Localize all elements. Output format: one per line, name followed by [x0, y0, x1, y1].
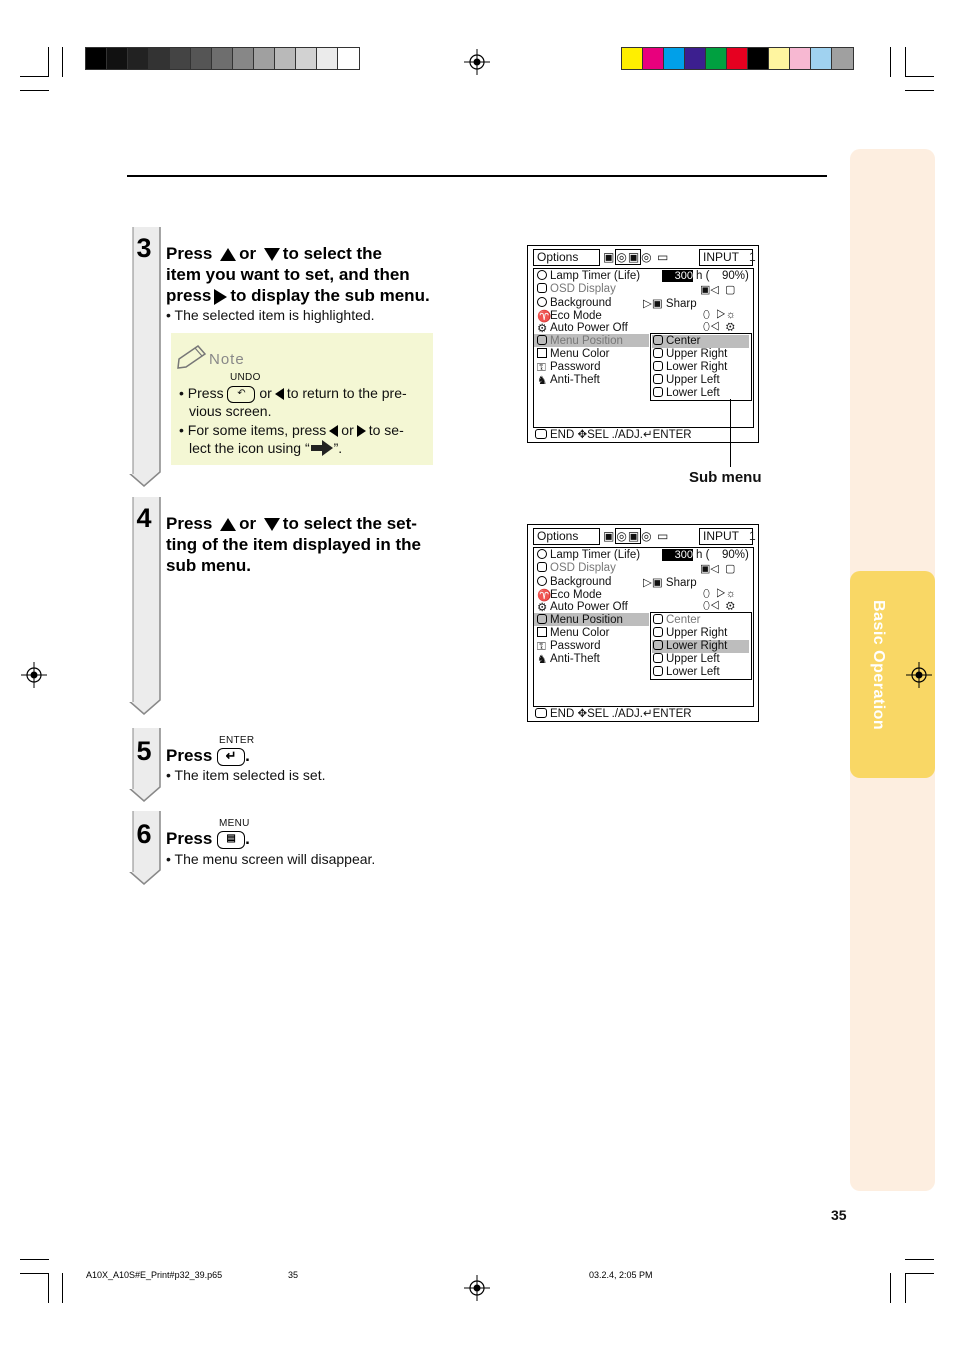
submenu-label: Center [666, 614, 701, 626]
lamp-icon [537, 549, 547, 559]
crop-mark [20, 76, 49, 77]
key-caption: MENU [219, 818, 250, 829]
color-swatch [790, 48, 811, 69]
eco-icon: ♈ [537, 311, 552, 323]
step-5-bullet: • The item selected is set. [166, 767, 326, 783]
note-title: Note [209, 351, 245, 368]
submenu-label: Lower Right [666, 361, 728, 373]
color-swatch [832, 48, 853, 69]
submenu-label: Upper Right [666, 627, 728, 639]
osd-row [537, 562, 616, 575]
step-5-heading [166, 745, 250, 766]
osd-row-label: Menu Position [550, 614, 623, 626]
right-arrow-icon [214, 289, 227, 305]
footer-sel: SEL ./ADJ. [587, 429, 643, 441]
registration-mark-icon [464, 49, 490, 75]
osd-input-num: 1 [749, 529, 756, 543]
submenu-label: Lower Left [666, 666, 720, 678]
down-arrow-icon [264, 518, 280, 531]
color-swatch [769, 48, 790, 69]
background-value: ▷▣ Sharp [643, 577, 697, 589]
osd-row-label: Anti-Theft [550, 374, 600, 386]
osd-tab-icons: ▣◎▣◎ ▭ [603, 529, 670, 543]
enter-key-icon: ↵ [217, 748, 245, 766]
center-icon [653, 614, 663, 624]
section-tab-label: Basic Operation [870, 600, 887, 731]
anti-theft-icon: ♞ [537, 654, 548, 666]
osd-row [537, 283, 616, 296]
background-value: ▷▣ Sharp [643, 298, 697, 310]
osd-row [537, 653, 600, 666]
password-icon: ⚿ [537, 641, 546, 653]
osd-row-label: Lamp Timer (Life) [550, 549, 641, 561]
note-text: For some items, press [187, 422, 327, 438]
eco-icon: ♈ [537, 590, 552, 602]
note-text: or [341, 422, 354, 438]
step-number: 3 [136, 233, 152, 263]
submenu-item [653, 627, 727, 640]
color-swatch [128, 48, 149, 69]
lower-left-icon [653, 666, 663, 676]
step-6-heading [166, 828, 250, 849]
color-swatch [664, 48, 685, 69]
color-bar [621, 47, 854, 70]
osd-tab-icons: ▣◎▣◎ ▭ [603, 250, 670, 264]
up-arrow-icon [220, 248, 236, 261]
key-caption: UNDO [230, 372, 261, 383]
step-3-tab [127, 227, 161, 489]
osd-footer: END ✥SEL ./ADJ.↵ENTER [535, 427, 692, 441]
key-caption: ENTER [219, 735, 255, 746]
note-pencil-icon [176, 343, 208, 369]
color-swatch [275, 48, 296, 69]
osd-display-options-icon: ▣◁ ▢ [700, 284, 736, 296]
step-number: 5 [136, 736, 152, 766]
osd-row-label: Password [550, 361, 601, 373]
color-swatch [643, 48, 664, 69]
bullet-text: The selected item is highlighted. [174, 307, 375, 323]
note-text: or [259, 385, 272, 401]
osd-row-label: OSD Display [550, 562, 616, 574]
up-arrow-icon [220, 518, 236, 531]
osd-tab: Options [533, 528, 600, 545]
lamp-hours: 300 [662, 270, 693, 282]
step-number: 4 [136, 503, 152, 533]
crop-mark [905, 1273, 934, 1274]
step-6-bullet: • The menu screen will disappear. [166, 851, 376, 867]
crop-mark [48, 1273, 49, 1303]
osd-row-label: Eco Mode [550, 310, 602, 322]
submenu-item [653, 640, 727, 653]
footer-date: 03.2.4, 2:05 PM [589, 1270, 653, 1280]
osd-display-icon [537, 562, 547, 572]
color-swatch [191, 48, 212, 69]
header-rule [127, 175, 827, 177]
eco-options-icon: ⬯ ▷☼ [703, 588, 736, 600]
left-arrow-icon [329, 425, 338, 437]
note-text: vious screen. [189, 403, 272, 419]
step-4-heading [166, 513, 421, 576]
osd-row [537, 348, 609, 361]
registration-mark-icon [464, 1275, 490, 1301]
osd-input [699, 249, 756, 266]
color-swatch [811, 48, 832, 69]
lower-right-icon [653, 640, 663, 650]
upper-left-icon [653, 374, 663, 384]
undo-key-icon: ↶ [227, 386, 255, 403]
heading-text: ting of the item displayed in the [166, 535, 422, 554]
heading-text: Press [166, 746, 213, 765]
power-options-icon: ⬯◁ ⚙ [703, 321, 735, 333]
right-arrow-icon [357, 425, 366, 437]
osd-input-label: INPUT [703, 250, 739, 264]
osd-row-label: Auto Power Off [550, 601, 628, 613]
footer-file: A10X_A10S#E_Print#p32_39.p65 [86, 1270, 223, 1280]
menu-position-icon [537, 335, 547, 345]
osd-row [537, 361, 601, 374]
osd-screen-step4 [527, 524, 759, 722]
osd-screen-step3 [527, 245, 759, 443]
note-text: ”. [333, 440, 343, 456]
footer-end: END [550, 429, 575, 441]
submenu-item [653, 335, 701, 348]
osd-row [537, 576, 611, 589]
lamp-pct: 90%) [722, 270, 749, 282]
submenu-item [653, 374, 720, 387]
crop-mark [62, 1273, 63, 1303]
submenu-label: Center [666, 335, 701, 347]
lamp-h: h ( [696, 549, 710, 561]
footer-end: END [550, 708, 575, 720]
color-swatch [254, 48, 275, 69]
lower-left-icon [653, 387, 663, 397]
osd-row-label: Anti-Theft [550, 653, 600, 665]
left-arrow-icon [275, 388, 284, 400]
lamp-pct: 90%) [722, 549, 749, 561]
color-swatch [149, 48, 170, 69]
footer-enter: ENTER [652, 708, 692, 720]
menu-key-icon: ▤ [217, 831, 245, 849]
osd-row-label: Menu Color [550, 348, 610, 360]
crop-mark [20, 90, 49, 91]
submenu-label: Lower Right [666, 640, 728, 652]
osd-footer: END ✥SEL ./ADJ.↵ENTER [535, 706, 692, 720]
end-icon [535, 708, 547, 718]
osd-input-label: INPUT [703, 529, 739, 543]
color-swatch [212, 48, 233, 69]
osd-row [537, 270, 640, 283]
menu-position-icon [537, 614, 547, 624]
osd-row [537, 549, 640, 562]
color-swatch [296, 48, 317, 69]
osd-row-label: Background [550, 576, 612, 588]
submenu-label: Upper Right [666, 348, 728, 360]
power-options-icon: ⬯◁ ⚙ [703, 600, 735, 612]
crop-mark [905, 47, 906, 77]
osd-row [537, 322, 628, 335]
lower-right-icon [653, 361, 663, 371]
crop-mark [905, 76, 934, 77]
registration-mark-icon [906, 662, 932, 688]
osd-input-num: 1 [749, 250, 756, 264]
step-number: 6 [136, 819, 152, 849]
thick-arrow-icon [310, 439, 334, 457]
heading-text: press [166, 286, 212, 305]
crop-mark [48, 47, 49, 77]
note-text: to se- [368, 422, 404, 438]
grayscale-bar [85, 47, 360, 70]
registration-mark-icon [21, 662, 47, 688]
background-value-text: Sharp [665, 577, 697, 589]
eco-options-icon: ⬯ ▷☼ [703, 309, 736, 321]
menu-color-icon [537, 348, 547, 358]
bullet-text: The menu screen will disappear. [174, 851, 376, 867]
osd-row-label: Background [550, 297, 612, 309]
osd-row-label: Lamp Timer (Life) [550, 270, 641, 282]
color-swatch [107, 48, 128, 69]
osd-row-label: Menu Position [550, 335, 623, 347]
osd-row [537, 297, 611, 310]
lamp-icon [537, 270, 547, 280]
anti-theft-icon: ♞ [537, 375, 548, 387]
heading-text: or [239, 244, 257, 263]
auto-power-icon: ⚙ [537, 323, 548, 335]
osd-submenu [650, 333, 752, 401]
osd-display-icon [537, 283, 547, 293]
osd-row-label: OSD Display [550, 283, 616, 295]
heading-text: Press [166, 514, 213, 533]
osd-row [537, 627, 609, 640]
color-swatch [685, 48, 706, 69]
submenu-label: Lower Left [666, 387, 720, 399]
upper-left-icon [653, 653, 663, 663]
color-swatch [338, 48, 359, 69]
crop-mark [905, 1273, 906, 1303]
note-text: lect the icon using “ [189, 440, 310, 456]
note-text: to return to the pre- [286, 385, 407, 401]
lamp-hours: 300 [662, 549, 693, 561]
color-swatch [622, 48, 643, 69]
osd-row [537, 640, 601, 653]
background-value-text: Sharp [665, 298, 697, 310]
page-number: 35 [831, 1207, 847, 1223]
osd-row [537, 335, 623, 348]
submenu-item [653, 387, 720, 400]
lamp-h: h ( [696, 270, 710, 282]
osd-display-options-icon: ▣◁ ▢ [700, 563, 736, 575]
heading-text: . [245, 829, 250, 848]
crop-mark [20, 1259, 49, 1260]
osd-row [537, 374, 600, 387]
color-swatch [170, 48, 191, 69]
crop-mark [20, 1273, 49, 1274]
menu-color-icon [537, 627, 547, 637]
submenu-label: Upper Left [666, 653, 720, 665]
background-icon [537, 576, 547, 586]
heading-text: to select the [282, 244, 382, 263]
note-bullet-2: • For some items, press or to se- [179, 422, 404, 438]
down-arrow-icon [264, 248, 280, 261]
end-icon [535, 429, 547, 439]
footer-sel: SEL ./ADJ. [587, 708, 643, 720]
background-icon [537, 297, 547, 307]
password-icon: ⚿ [537, 362, 546, 374]
submenu-item [653, 653, 720, 666]
heading-text: or [239, 514, 257, 533]
bullet-text: The item selected is set. [174, 767, 326, 783]
heading-text: item you want to set, and then [166, 265, 410, 284]
osd-row-label: Eco Mode [550, 589, 602, 601]
note-bullet-2-cont [189, 439, 342, 457]
heading-text: sub menu. [166, 556, 252, 575]
crop-mark [62, 47, 63, 77]
color-swatch [706, 48, 727, 69]
heading-text: to select the set- [282, 514, 417, 533]
submenu-label: Upper Left [666, 374, 720, 386]
color-swatch [727, 48, 748, 69]
submenu-item [653, 348, 727, 361]
submenu-item [653, 361, 727, 374]
crop-mark [905, 1259, 934, 1260]
footer-enter: ENTER [652, 429, 692, 441]
crop-mark [905, 90, 934, 91]
heading-text: Press [166, 244, 213, 263]
osd-input [699, 528, 756, 545]
osd-row [537, 614, 623, 627]
center-icon [653, 335, 663, 345]
color-swatch [317, 48, 338, 69]
submenu-item [653, 614, 701, 627]
callout-line [730, 399, 731, 467]
heading-text: Press [166, 829, 213, 848]
step-3-bullet: • The selected item is highlighted. [166, 307, 375, 323]
osd-row [537, 601, 628, 614]
step-3-heading [166, 243, 430, 306]
crop-mark [890, 47, 891, 77]
auto-power-icon: ⚙ [537, 602, 548, 614]
note-text: Press [187, 385, 224, 401]
color-swatch [86, 48, 107, 69]
footer-page: 35 [288, 1270, 299, 1280]
submenu-item [653, 666, 720, 679]
heading-text: . [245, 746, 250, 765]
crop-mark [890, 1273, 891, 1303]
osd-row-label: Password [550, 640, 601, 652]
osd-submenu [650, 612, 752, 680]
color-swatch [233, 48, 254, 69]
upper-right-icon [653, 627, 663, 637]
color-swatch [748, 48, 769, 69]
sub-menu-label: Sub menu [689, 469, 762, 486]
osd-tab: Options [533, 249, 600, 266]
note-bullet-1: • Press ↶ or to return to the pre- [179, 385, 407, 401]
osd-row-label: Auto Power Off [550, 322, 628, 334]
osd-row-label: Menu Color [550, 627, 610, 639]
heading-text: to display the sub menu. [230, 286, 430, 305]
upper-right-icon [653, 348, 663, 358]
